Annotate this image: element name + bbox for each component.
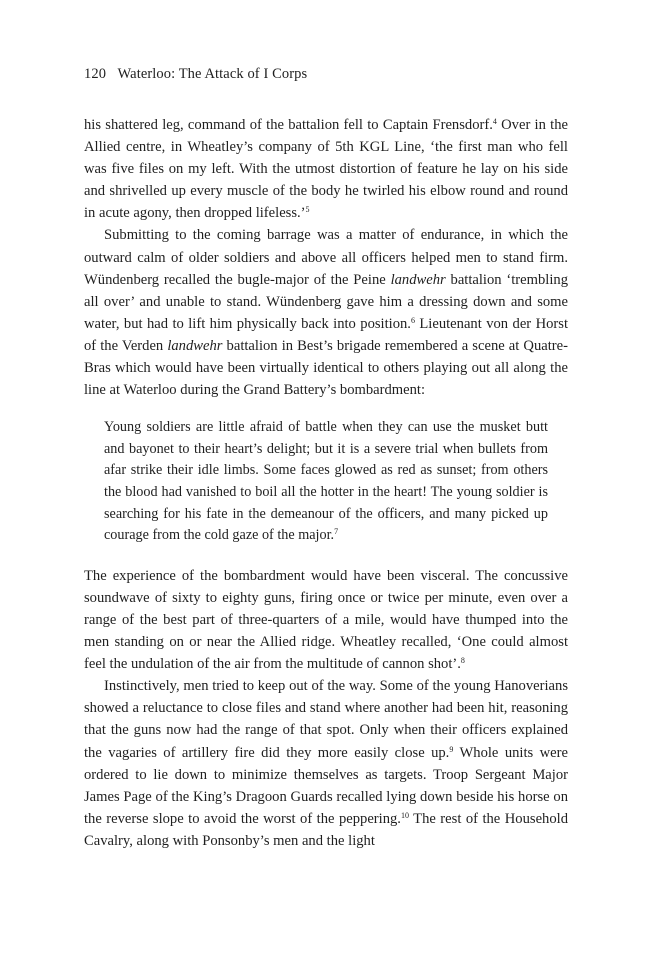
paragraph [84,224,568,401]
text-run: Submitting to the coming barrage was a matter of endurance, in which the outward calm of older soldiers and above all officers helped men to stand firm. Wündenberg recalled the bugle-major of the Peine [84,227,568,288]
text-run: battalion ‘trembling all over’ and unable to stand. Wündenberg gave him a dressing down and some water, but had to lift him physically back into position. [84,271,569,332]
running-head [84,66,307,83]
footnote-marker: 7 [334,527,339,537]
text-run: Instinctively, men tried to keep out of the way. Some of the young Hanoverians showed a reluctance to close files and stand where another had been hit, reasoning that the guns now had the range of that spot. Only when their officers explained the vagaries of artillery fire did they more easily close up. [84,678,568,761]
text-run: The experience of the bombardment would have been visceral. The concussive soundwave of sixty to eighty guns, firing once or twice per minute, even over a range of the best part of three-quarters of a mile, would have thumped into the men standing on or near the Allied ridge. Wheatley recalled, ‘One could almost feel the undulation of the air from the multitude of cannon shot’. [84,567,568,673]
footnote-marker: 9 [449,744,454,754]
page-number: 120 [84,66,107,82]
footnote-marker: 10 [400,810,409,820]
paragraph [84,565,568,675]
footnote-marker: 4 [492,117,497,126]
running-title: Waterloo: The Attack of I Corps [117,66,308,82]
text-run: Lieutenant von der Horst of the Verden [84,315,568,354]
paragraph [84,114,568,224]
italic-term: landwehr [390,271,446,288]
footnote-marker: 6 [410,315,415,325]
footnote-marker: 5 [305,205,310,215]
body-text [84,114,568,852]
text-run: battalion in Best’s brigade remembered a scene at Quatre-Bras which would have been virtually identical to others playing out all along the line at Waterloo during the Grand Battery’s bombardment: [84,337,568,399]
text-run: Whole units were ordered to lie down to minimize themselves as targets. Troop Sergeant Major James Page of the King’s Dragoon Guards recalled lying down beside his horse on the reverse slope to avoid the worst of the peppering. [84,744,568,827]
text-run: Over in the Allied centre, in Wheatley’s company of 5th KGL Line, ‘the first man who fell was five files on my left. With the utmost distortion of feature he lay on his side and shrivelled up every muscle of the body he twirled his elbow round and round in acute agony, then dropped lifeless.’ [84,117,568,222]
paragraph [84,675,568,852]
italic-term: landwehr [167,337,223,354]
text-run: The rest of the Household Cavalry, along with Ponsonby’s men and the light [84,810,568,849]
text-run: his shattered leg, command of the battalion fell to Captain Frensdorf. [84,117,493,133]
footnote-marker: 8 [460,656,465,666]
text-run: Young soldiers are little afraid of battle when they can use the musket butt and bayonet to their heart’s delight; but it is a severe trial when bullets from afar strike their idle limbs. Some faces glowed as red as sunset; from others the blood had vanished to boil all the hotter in the heart! The young soldier is searching for his fate in the demeanour of the officers, and many picked up courage from the cold gaze of the major. [104,419,548,544]
block-quote [104,417,548,547]
